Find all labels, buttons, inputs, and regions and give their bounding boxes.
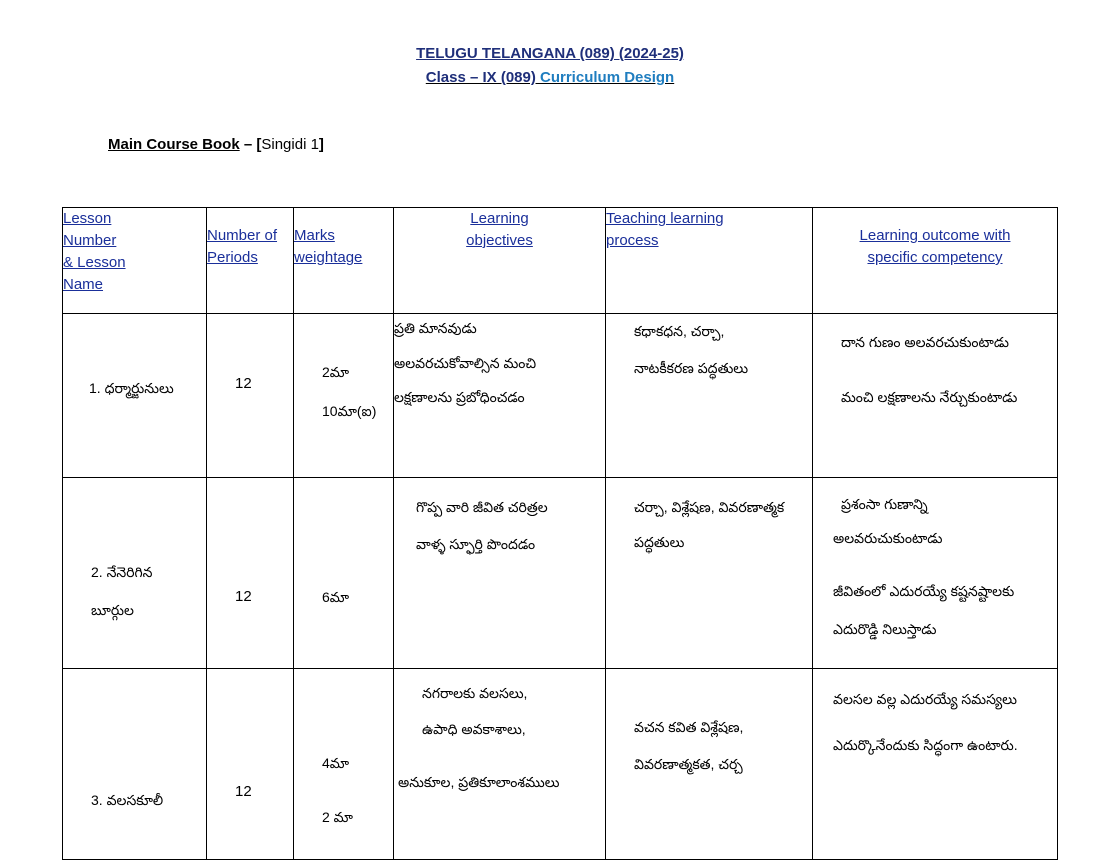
process-line: చర్చా, విశ్లేషణ, వివరణాత్మక [634,499,785,515]
marks-value: 2 మా [322,809,353,825]
table-header-row [63,208,1058,314]
marks-value: 10మా(ఐ) [322,403,377,419]
curriculum-design-label: Curriculum Design [540,69,675,86]
table-row [63,314,1058,478]
col-header-objectives [394,208,606,314]
course-book-line [108,136,324,153]
outcome-line: ప్రశంసా గుణాన్ని [841,496,928,512]
bracket-open: [ [256,136,262,153]
objective-line: లక్షణాలను ప్రబోధించడం [394,389,525,405]
outcome-line: అలవరుచుకుంటాడు [833,530,943,546]
bracket-close: ] [318,136,324,153]
col-header-objectives-l2: objectives [466,232,533,249]
curriculum-table [62,207,1058,860]
col-header-process-l1: Teaching learning [606,210,724,227]
col-header-outcome-l2: specific competency [867,249,1003,266]
col-header-periods [207,208,294,314]
document-title: TELUGU TELANGANA (089) (2024-25) [416,45,684,62]
outcome-line: వలసల వల్ల ఎదురయ్యే సమస్యలు [833,691,1017,707]
col-header-marks-l2: weightage [294,249,363,266]
process-line: కధాకధన, చర్చా, [634,323,725,339]
outcome-line: ఎదురొడ్డి నిలుస్తాడు [833,621,937,637]
col-header-marks-l1: Marks [294,227,335,244]
col-header-objectives-l1: Learning [470,210,529,227]
course-book-dash: – [239,136,257,153]
process-line: నాటకీకరణ పద్ధతులు [634,360,749,376]
process-line: వివరణాత్మకత, చర్చ [634,756,743,772]
lesson-name: 2. నేనెరిగిన [91,564,153,580]
col-header-process-l2: process [606,232,659,249]
process-line: వచన కవిత విశ్లేషణ, [634,719,744,735]
col-header-lesson [63,208,207,314]
periods-value: 12 [235,588,252,605]
col-header-lesson-l4: Name [63,276,104,293]
col-header-periods-l1: Number of [207,227,278,244]
col-header-marks [294,208,394,314]
col-header-outcome-l1: Learning outcome with [859,227,1011,244]
col-header-lesson-l3: & Lesson [63,254,126,271]
col-header-process [606,208,813,314]
col-header-lesson-l2: Number [63,232,117,249]
course-book-label: Main Course Book [108,136,240,153]
col-header-lesson-l1: Lesson [63,210,112,227]
document-subtitle [0,69,1100,86]
outcome-line: దాన గుణం అలవరచుకుంటాడు [841,334,1010,350]
periods-value: 12 [235,375,252,392]
lesson-name: 3. వలసకూలీ [91,792,164,808]
table-row [63,478,1058,669]
objective-line: అనుకూల, ప్రతికూలాంశములు [398,774,560,790]
periods-value: 12 [235,783,252,800]
outcome-line: మంచి లక్షణాలను నేర్చుకుంటాడు [841,389,1018,405]
col-header-outcome [813,208,1058,314]
marks-value: 6మా [322,589,350,605]
outcome-line: జీవితంలో ఎదురయ్యే కష్టనష్టాలకు [833,583,1015,599]
marks-value: 2మా [322,364,350,380]
objective-line: ప్రతి మానవుడు [394,320,477,336]
objective-line: ఉపాధి అవకాశాలు, [422,721,526,737]
course-book-name: Singidi 1 [261,136,319,153]
lesson-name: 1. ధర్మార్జునులు [89,380,174,396]
objective-line: నగరాలకు వలసలు, [422,685,528,701]
objective-line: గొప్ప వారి జీవిత చరిత్రల [416,499,548,515]
objective-line: వాళ్ళ స్ఫూర్తి పొందడం [416,536,536,552]
outcome-line: ఎదుర్కొనేందుకు సిద్ధంగా ఉంటారు. [833,737,1018,753]
objective-line: అలవరచుకోవాల్సిన మంచి [394,355,537,371]
process-line: పద్ధతులు [634,534,685,550]
table-row [63,669,1058,860]
class-label: Class – IX (089) [425,69,541,86]
col-header-periods-l2: Periods [207,249,258,266]
lesson-name: బూర్గుల [91,602,134,618]
marks-value: 4మా [322,755,350,771]
